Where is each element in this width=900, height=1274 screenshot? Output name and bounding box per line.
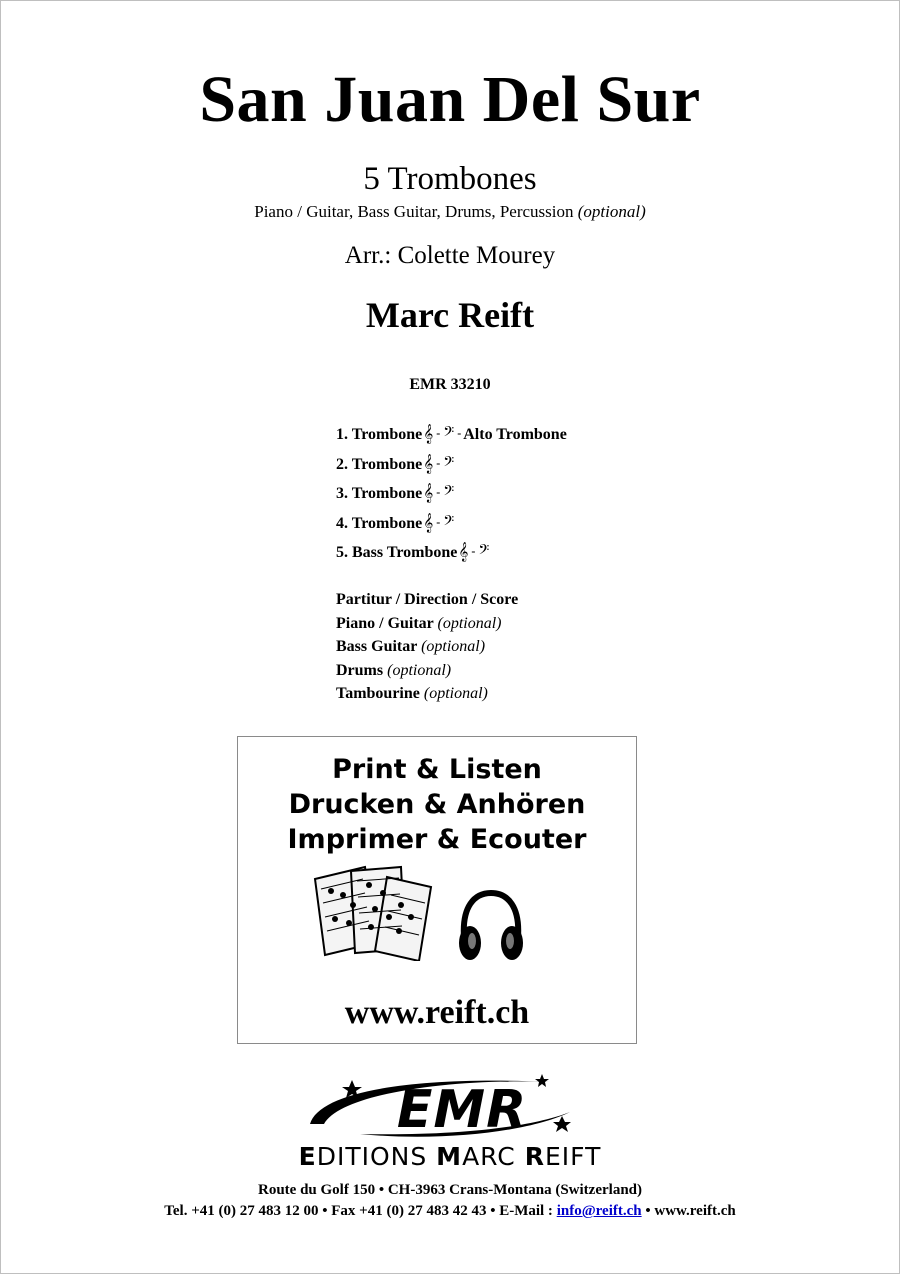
brand-part-arc: ARC [462,1142,516,1171]
part-label: 2. Trombone [336,455,423,473]
extras-list [336,588,696,706]
emr-logo-text: EMR [396,1080,528,1140]
extra-item [336,635,696,659]
page-title: San Juan Del Sur [199,63,701,136]
bass-clef-icon: 𝄢 [443,424,455,444]
extra-note: (optional) [437,614,502,632]
clef-separator: - [436,514,441,529]
clef-separator: - [457,426,462,440]
clef-separator: - [436,485,441,499]
sheet-music-icon [313,865,443,961]
extra-note: (optional) [387,661,452,679]
publisher-contact [0,1201,900,1221]
brand-part-ditions: DITIONS [316,1142,428,1171]
treble-clef-icon: 𝄞 [423,483,434,503]
part-label: 1. Trombone [336,426,423,443]
extra-note: (optional) [423,685,488,702]
composer-name: Marc Reift [365,295,535,335]
bass-clef-icon: 𝄢 [443,453,455,474]
brand-initial-e: E [298,1142,317,1171]
promo-url: www.reift.ch [344,994,530,1031]
parts-list [336,422,696,570]
part-item [336,422,696,452]
extra-label: Bass Guitar [336,638,418,655]
bass-clef-icon: 𝄢 [443,483,455,503]
instrumentation-optional: (optional) [577,202,646,221]
instrumentation-text: Piano / Guitar, Bass Guitar, Drums, Percussion [254,202,574,221]
part-item [336,481,696,511]
publisher-address: Route du Golf 150 • CH-3963 Crans-Montana (Switzerland) [258,1182,642,1198]
treble-clef-icon: 𝄞 [458,542,469,562]
promo-line-french: Imprimer & Ecouter [287,824,587,855]
part-label: 4. Trombone [336,514,423,532]
part-suffix: Alto Trombone [463,426,567,443]
extra-item [336,612,696,636]
extra-label: Tambourine [336,685,420,702]
contact-website: • www.reift.ch [645,1203,736,1219]
part-item [336,511,696,541]
bass-clef-icon: 𝄢 [443,512,455,533]
treble-clef-icon: 𝄞 [423,453,434,474]
extra-note: (optional) [421,638,486,655]
part-label: 5. Bass Trombone [336,544,458,561]
arranger-credit: Arr.: Colette Mourey [344,242,556,269]
bass-clef-icon: 𝄢 [478,542,490,562]
extra-item [336,682,696,706]
treble-clef-icon: 𝄞 [423,512,434,533]
clef-separator: - [436,455,441,470]
brand-initial-m: M [436,1142,463,1171]
publisher-brand [0,1142,900,1172]
promo-line-german: Drucken & Anhören [288,789,586,820]
extra-label: Drums [336,661,384,679]
part-item [336,540,696,570]
part-label: 3. Trombone [336,485,423,502]
catalog-number: EMR 33210 [409,376,491,393]
brand-initial-r: R [524,1142,545,1171]
contact-phone-fax: Tel. +41 (0) 27 483 12 00 • Fax +41 (0) 27 483 42 43 • E-Mail : [164,1203,553,1219]
extra-item [336,588,696,612]
clef-separator: - [436,426,441,440]
extra-label: Partitur / Direction / Score [336,591,519,608]
emr-logo [300,1072,600,1142]
extra-item [336,659,696,683]
clef-separator: - [471,544,476,558]
headphones-icon [456,887,526,965]
brand-part-eift: EIFT [544,1142,602,1171]
email-link[interactable]: info@reift.ch [556,1203,642,1219]
promo-line-english: Print & Listen [332,754,542,785]
part-item [336,452,696,482]
instrumentation-line [0,201,900,223]
ensemble-subtitle: 5 Trombones [363,161,537,197]
print-listen-box [237,736,637,1044]
extra-label: Piano / Guitar [336,614,434,632]
treble-clef-icon: 𝄞 [423,424,434,444]
